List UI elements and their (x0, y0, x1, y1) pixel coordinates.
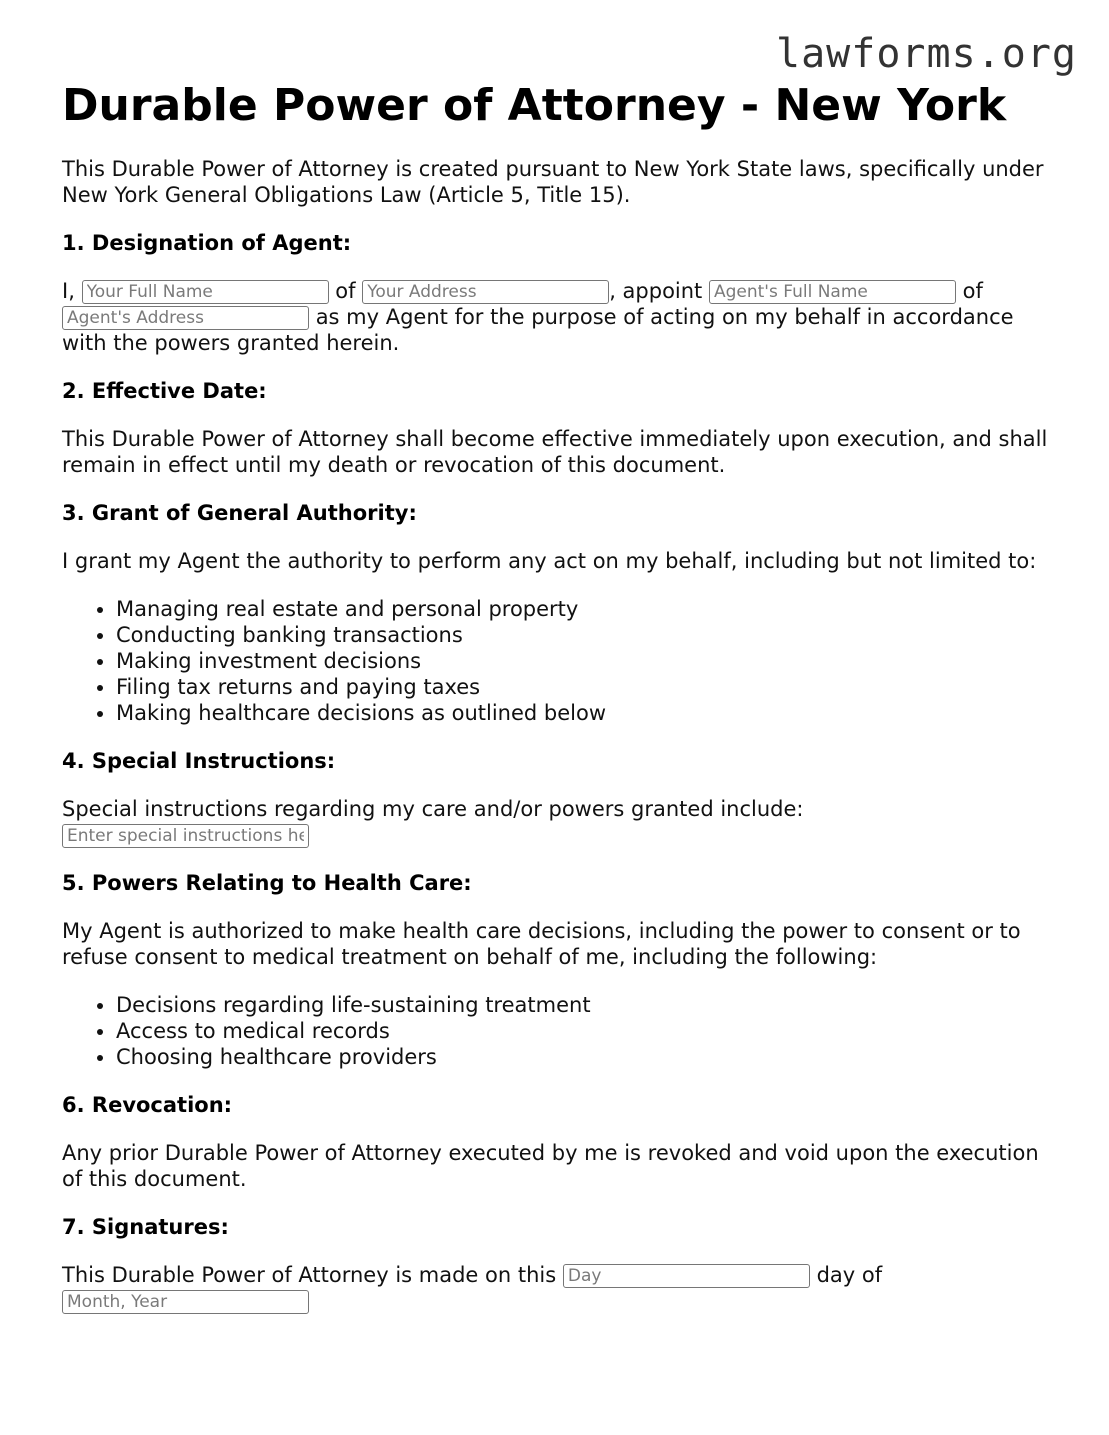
general-authority-list (62, 596, 1052, 726)
day-input[interactable] (563, 1264, 810, 1288)
section-6-heading: 6. Revocation: (62, 1093, 233, 1117)
special-instructions-text: Special instructions regarding my care and/or powers granted include: (62, 797, 804, 821)
intro-paragraph: This Durable Power of Attorney is created pursuant to New York State laws, specifically under New York General Obligations Law (Article 5, Title 15). (62, 157, 1044, 207)
list-item: • Conducting banking transactions (116, 622, 1052, 648)
special-instructions-paragraph (62, 796, 1052, 848)
signatures-text-day-of: day of (816, 1263, 883, 1287)
designation-text-of: of (335, 279, 356, 303)
list-item: • Making investment decisions (116, 648, 1052, 674)
month-year-input[interactable] (62, 1290, 309, 1314)
signatures-text-made-on: This Durable Power of Attorney is made on this (62, 1263, 557, 1287)
section-7-heading: 7. Signatures: (62, 1215, 229, 1239)
section-4-heading: 4. Special Instructions: (62, 749, 336, 773)
effective-date-paragraph: This Durable Power of Attorney shall become effective immediately upon execution, and shall remain in effect until my death or revocation of this document. (62, 427, 1048, 477)
signatures-paragraph (62, 1262, 1052, 1314)
health-care-list (62, 992, 1052, 1070)
section-2-heading: 2. Effective Date: (62, 379, 267, 403)
revocation-paragraph: Any prior Durable Power of Attorney executed by me is revoked and void upon the execution of this document. (62, 1141, 1039, 1191)
general-authority-paragraph: I grant my Agent the authority to perform any act on my behalf, including but not limited to: (62, 549, 1037, 573)
document-title: Durable Power of Attorney - New York (62, 80, 1007, 131)
health-care-paragraph: My Agent is authorized to make health care decisions, including the power to consent or to refuse consent to medical treatment on behalf of me, including the following: (62, 919, 1021, 969)
list-item: • Choosing healthcare providers (116, 1044, 1052, 1070)
section-3-heading: 3. Grant of General Authority: (62, 501, 417, 525)
designation-text-i: I, (62, 279, 75, 303)
list-item: • Filing tax returns and paying taxes (116, 674, 1052, 700)
agent-full-name-input[interactable] (709, 280, 956, 304)
designation-paragraph (62, 278, 1052, 356)
list-item: • Decisions regarding life-sustaining treatment (116, 992, 1052, 1018)
designation-text-appoint: , appoint (609, 279, 703, 303)
section-5-heading: 5. Powers Relating to Health Care: (62, 871, 472, 895)
list-item: • Making healthcare decisions as outlined below (116, 700, 1052, 726)
special-instructions-input[interactable] (62, 824, 309, 848)
section-1-heading: 1. Designation of Agent: (62, 231, 352, 255)
your-address-input[interactable] (362, 280, 609, 304)
designation-text-rest: as my Agent for the purpose of acting on my behalf in accordance with the powers granted herein. (62, 305, 1014, 355)
designation-text-of-2: of (962, 279, 983, 303)
your-full-name-input[interactable] (82, 280, 329, 304)
agent-address-input[interactable] (62, 306, 309, 330)
list-item: • Access to medical records (116, 1018, 1052, 1044)
document-body (62, 78, 1052, 1336)
site-watermark: lawforms.org (776, 31, 1077, 77)
list-item: • Managing real estate and personal property (116, 596, 1052, 622)
